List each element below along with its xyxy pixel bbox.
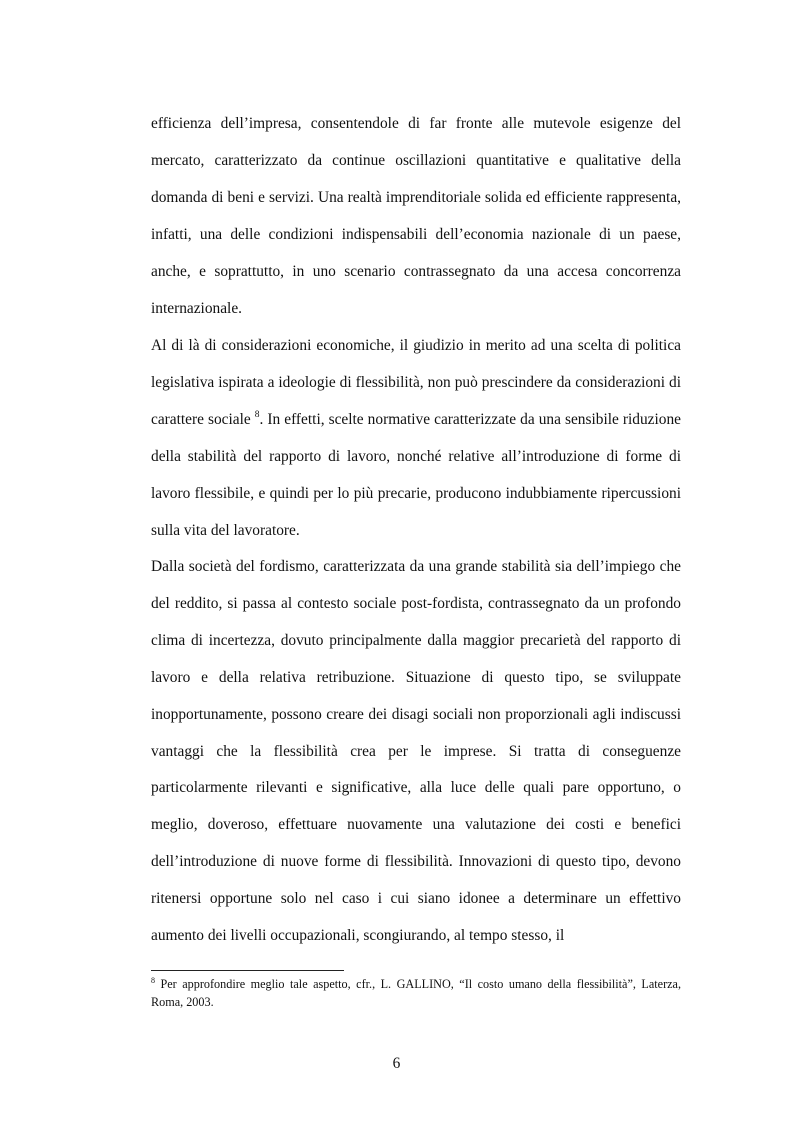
paragraph-3: Dalla società del fordismo, caratterizzata da una grande stabilità sia dell’impiego che del reddito, si passa al contesto sociale post-fordista, contrassegnato da un profondo clima di incertezza, dovuto principalmente dalla maggior precarietà del rapporto di lavoro e della relativa retribuzione. Situazione di questo tipo, se sviluppate inopportunamente, possono creare dei disagi sociali non proporzionali agli indiscussi vantaggi che la flessibilità crea per le imprese. Si tratta di conseguenze particolarmente rilevanti e significative, alla luce delle quali pare opportuno, o meglio, doveroso, effettuare nuovamente una valutazione dei costi e benefici dell’introduzione di nuove forme di flessibilità. Innovazioni di questo tipo, devono ritenersi opportune solo nel caso i cui siano idonee a determinare un effettivo aumento dei livelli occupazionali, scongiurando, al tempo stesso, il <box>151 558 681 945</box>
paragraph-2 <box>151 328 681 549</box>
footnote <box>151 976 681 1011</box>
paragraph-2-text-before-note: Al di là di considerazioni economiche, il giudizio in merito ad una scelta di politica legislativa ispirata a ideologie di flessibilità, non può prescindere da considerazioni di carattere sociale <box>151 337 681 428</box>
footnote-separator <box>151 970 344 971</box>
paragraph-2-text-after-note: . In effetti, scelte normative caratterizzate da una sensibile riduzione della stabilità del rapporto di lavoro, nonché relative all’introduzione di forme di lavoro flessibile, e quindi per lo più precarie, producono indubbiamente ripercussioni sulla vita del lavoratore. <box>151 410 681 539</box>
page-number: 6 <box>392 1055 401 1072</box>
footnote-text: Per approfondire meglio tale aspetto, cfr., L. GALLINO, “Il costo umano della flessibilità”, Laterza, Roma, 2003. <box>151 977 681 1009</box>
footnote-number: 8 <box>151 976 155 985</box>
footnote-reference: 8 <box>254 409 260 420</box>
paragraph-1: efficienza dell’impresa, consentendole di far fronte alle mutevole esigenze del mercato, caratterizzato da continue oscillazioni quantitative e qualitative della domanda di beni e servizi. Una realtà imprenditoriale solida ed efficiente rappresenta, infatti, una delle condizioni indispensabili dell’economia nazionale di un paese, anche, e soprattutto, in uno scenario contrassegnato da una accesa concorrenza internazionale. <box>151 115 681 317</box>
